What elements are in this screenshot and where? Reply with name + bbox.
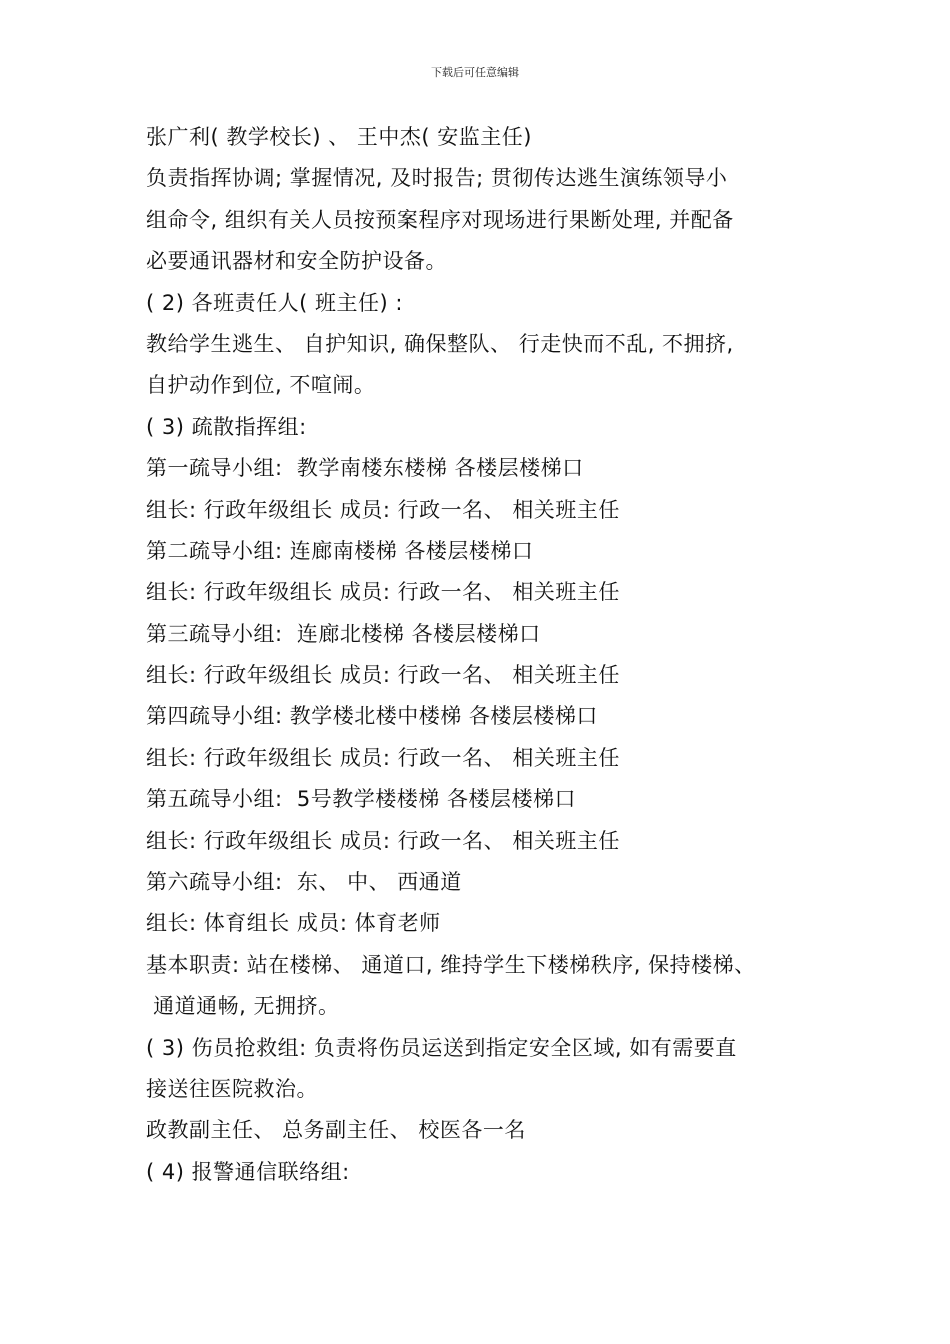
text-line: 自护动作到位, 不喧闹。 [146,373,376,398]
text-line: 组长: 行政年级组长 成员: 行政一名、 相关班主任 [146,828,620,853]
text-line: 必要通讯器材和安全防护设备。 [146,249,447,274]
text-line: 第三疏导小组: 连廊北楼梯 各楼层楼梯口 [146,621,541,646]
text-line: 组长: 行政年级组长 成员: 行政一名、 相关班主任 [146,497,620,522]
text-line: 组命令, 组织有关人员按预案程序对现场进行果断处理, 并配备 [146,207,734,232]
text-line: 组长: 行政年级组长 成员: 行政一名、 相关班主任 [146,663,620,688]
text-line: 组长: 行政年级组长 成员: 行政一名、 相关班主任 [146,580,620,605]
text-line: 政教副主任、 总务副主任、 校医各一名 [146,1118,526,1143]
text-line: 第二疏导小组: 连廊南楼梯 各楼层楼梯口 [146,538,534,563]
text-line: 基本职责: 站在楼梯、 通道口, 维持学生下楼梯秩序, 保持楼梯、 [146,952,756,977]
text-line: 第一疏导小组: 教学南楼东楼梯 各楼层楼梯口 [146,456,584,481]
text-line: 第四疏导小组: 教学楼北楼中楼梯 各楼层楼梯口 [146,704,598,729]
text-line: ( 3) 伤员抢救组: 负责将伤员运送到指定安全区域, 如有需要直 [146,1035,737,1060]
text-line: ( 4) 报警通信联络组: [146,1159,350,1184]
text-line: 第六疏导小组: 东、 中、 西通道 [146,870,462,895]
text-line: ( 3) 疏散指挥组: [146,414,307,439]
text-line: 负责指挥协调; 掌握情况, 及时报告; 贯彻传达逃生演练领导小 [146,166,728,191]
text-line: 组长: 行政年级组长 成员: 行政一名、 相关班主任 [146,745,620,770]
text-line: 教给学生逃生、 自护知识, 确保整队、 行走快而不乱, 不拥挤, [146,331,734,356]
text-line: 张广利( 教学校长) 、 王中杰( 安监主任) [146,125,532,149]
page-header: 下载后可任意编辑 [431,66,519,79]
text-line: 组长: 体育组长 成员: 体育老师 [146,911,441,936]
text-line: ( 2) 各班责任人( 班主任) : [146,290,403,315]
text-line: 通道通畅, 无拥挤。 [146,994,340,1019]
document-body [146,117,836,1193]
text-line: 接送往医院救治。 [146,1076,318,1101]
text-line: 第五疏导小组: 5号教学楼楼梯 各楼层楼梯口 [146,787,576,812]
